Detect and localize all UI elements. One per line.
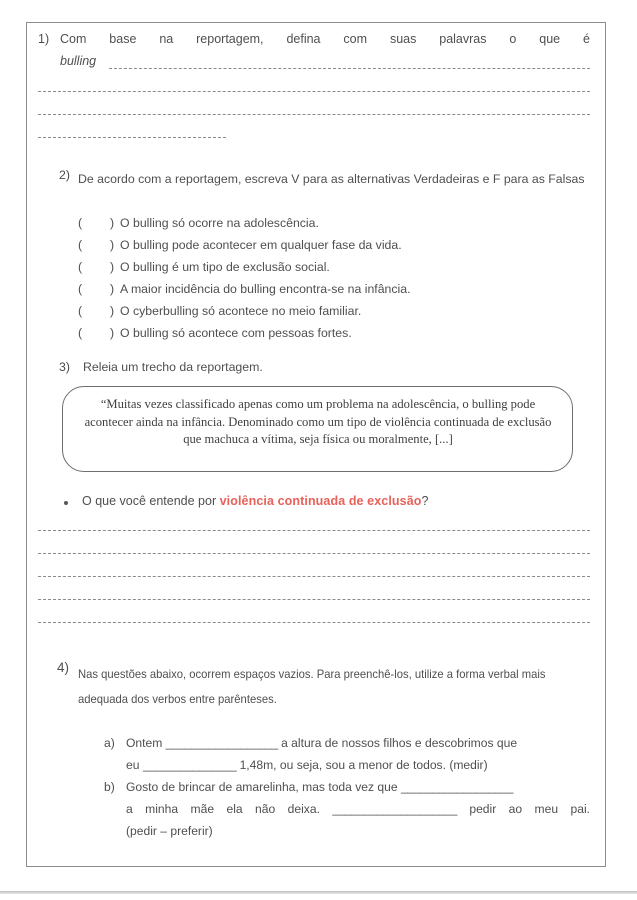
paren-open: (	[78, 238, 83, 252]
bullet-text-before: O que você entende por	[82, 494, 220, 508]
paren-open: (	[78, 282, 83, 296]
bullet-highlighted-term: violência continuada de exclusão	[219, 494, 422, 508]
item-b-line-1	[126, 776, 590, 798]
text-after-blank: a altura de nossos filhos e descobrimos que	[277, 736, 518, 750]
paren-close: )	[110, 282, 115, 296]
true-false-text: A maior incidência do bulling encontra-se na infância.	[120, 282, 411, 296]
item-label-a: a)	[104, 736, 115, 750]
question-3-prompt: Releia um trecho da reportagem.	[83, 360, 263, 374]
true-false-text: O bulling só acontece com pessoas fortes.	[120, 326, 352, 340]
verb-options: (pedir – preferir)	[126, 824, 213, 838]
true-false-text: O bulling é um tipo de exclusão social.	[120, 260, 330, 274]
paren-open: (	[78, 260, 83, 274]
text-before-blank: a minha mãe ela não deixa.	[126, 802, 333, 816]
answer-line[interactable]	[38, 553, 590, 554]
question-2-number: 2)	[59, 168, 70, 182]
paren-close: )	[110, 260, 115, 274]
answer-line[interactable]	[38, 91, 590, 92]
answer-line[interactable]	[38, 622, 590, 623]
paren-close: )	[110, 326, 115, 340]
paren-open: (	[78, 326, 83, 340]
answer-line[interactable]	[38, 114, 590, 115]
answer-line[interactable]	[38, 599, 590, 600]
true-false-row[interactable]	[78, 326, 590, 340]
paren-open: (	[78, 216, 83, 230]
question-1-keyword: bulling	[60, 54, 97, 68]
item-a-line-1	[126, 732, 590, 754]
true-false-text: O bulling só ocorre na adolescência.	[120, 216, 319, 230]
worksheet-content	[26, 22, 606, 867]
question-3-number: 3)	[59, 360, 70, 374]
paren-close: )	[110, 238, 115, 252]
true-false-row[interactable]	[78, 304, 590, 318]
question-4-prompt: Nas questões abaixo, ocorrem espaços vazios. Para preenchê-los, utilize a forma verbal mais adequada dos verbos entre parênteses.	[78, 668, 546, 706]
fill-in-blank[interactable]: ____________________	[332, 802, 457, 816]
question-4-number: 4)	[57, 660, 70, 675]
scan-bottom-edge	[0, 891, 637, 894]
fill-in-blank[interactable]: __________________	[400, 780, 514, 794]
question-1-prompt: Com base na reportagem, defina com suas palavras o que é	[60, 32, 590, 46]
item-a-line-2	[126, 754, 590, 776]
paren-open: (	[78, 304, 83, 318]
bullet-dot-icon	[64, 501, 68, 505]
quote-text: “Muitas vezes classificado apenas como um problema na adolescência, o bulling pode acontecer ainda na infância. Denominado como um tipo de violência continuada de exclusão que machuca a vítima, seja física ou moralmente, [...]	[84, 397, 552, 446]
text-before-blank: eu	[126, 758, 143, 772]
true-false-row[interactable]	[78, 238, 590, 252]
item-b-line-2	[126, 798, 590, 820]
paren-close: )	[110, 216, 115, 230]
bullet-text-after: ?	[421, 494, 429, 508]
text-before-blank: Ontem	[126, 736, 166, 750]
question-2-prompt: De acordo com a reportagem, escreva V para as alternativas Verdadeiras e F para as Falsas	[78, 172, 585, 186]
bullet-question-text	[82, 494, 428, 508]
question-1-number: 1)	[38, 32, 50, 46]
answer-line[interactable]	[38, 137, 226, 138]
answer-line[interactable]	[38, 576, 590, 577]
true-false-text: O bulling pode acontecer em qualquer fase da vida.	[120, 238, 402, 252]
true-false-row[interactable]	[78, 282, 590, 296]
quote-box	[62, 386, 573, 472]
paren-close: )	[110, 304, 115, 318]
true-false-row[interactable]	[78, 216, 590, 230]
text-after-blank: pedir ao meu pai.	[456, 802, 590, 816]
true-false-row[interactable]	[78, 260, 590, 274]
text-after-blank: 1,48m, ou seja, sou a menor de todos. (medir)	[236, 758, 488, 772]
fill-in-blank[interactable]: _______________	[142, 758, 237, 772]
answer-line[interactable]	[109, 68, 590, 69]
answer-line[interactable]	[38, 530, 590, 531]
item-label-b: b)	[104, 780, 115, 794]
fill-in-blank[interactable]: __________________	[165, 736, 278, 750]
true-false-text: O cyberbulling só acontece no meio familiar.	[120, 304, 362, 318]
text-before-blank: Gosto de brincar de amarelinha, mas toda vez que	[126, 780, 401, 794]
